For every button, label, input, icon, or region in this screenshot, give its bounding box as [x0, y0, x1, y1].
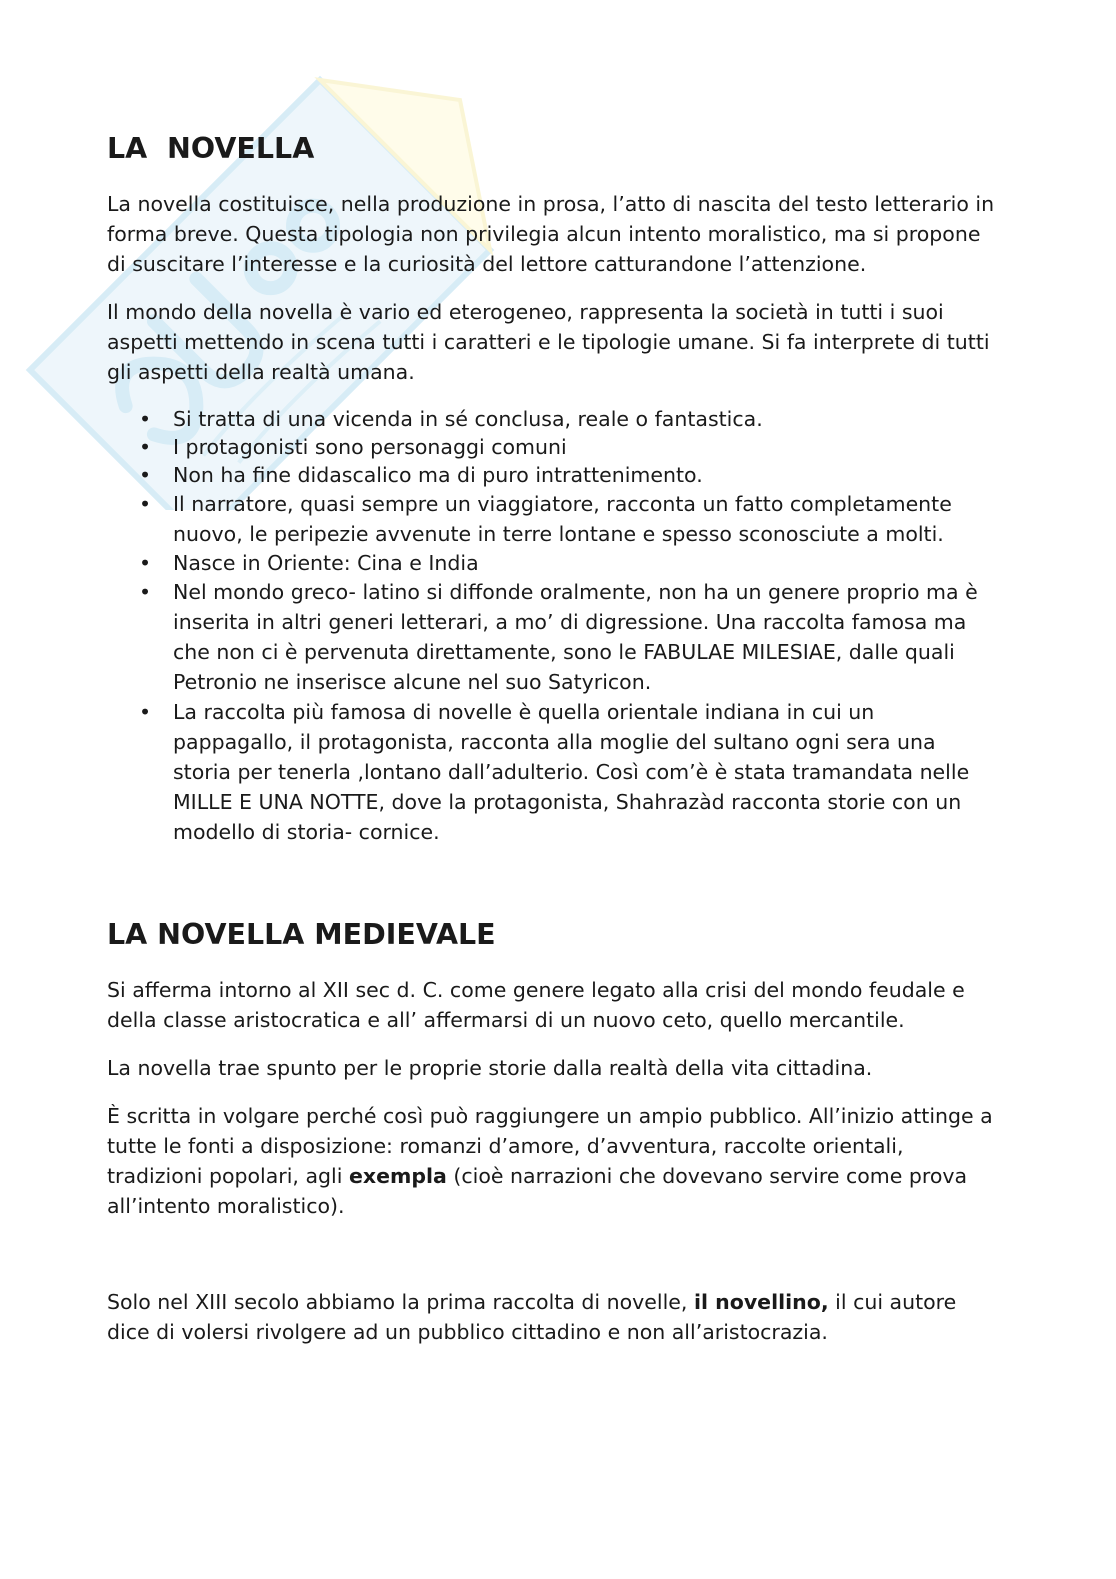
list-item: • I protagonisti sono personaggi comuni: [139, 435, 567, 459]
bullet-icon: •: [139, 580, 152, 604]
novellino-term: il novellino,: [693, 1290, 829, 1314]
bullet-icon: •: [139, 551, 152, 575]
medieval-paragraph-4: Solo nel XIII secolo abbiamo la prima raccolta di novelle, il novellino, il cui autore dice di volersi rivolgere ad un pubblico cittadino e non all’aristocrazia.: [107, 1290, 957, 1344]
section-title-la-novella: LA NOVELLA: [107, 132, 315, 165]
list-item: • La raccolta più famosa di novelle è quella orientale indiana in cui un pappagallo, il protagonista, racconta alla moglie del sultano ogni sera una storia per tenerla ,lontano dall’adulterio. Così com’è è stata tramandata nelle MILLE E UNA NOTTE, dove la protagonista, Shahrazàd racconta storie con un modello di storia- cornice.: [107, 697, 997, 847]
list-item: • Nel mondo greco- latino si diffonde oralmente, non ha un genere proprio ma è inserita in altri generi letterari, a mo’ di digressione. Una raccolta famosa ma che non ci è pervenuta direttamente, sono le FABULAE MILESIAE, dalle quali Petronio ne inserisce alcune nel suo Satyricon.: [107, 577, 997, 697]
list-item: • Si tratta di una vicenda in sé conclusa, reale o fantastica.: [139, 407, 763, 431]
medieval-paragraph-1: Si afferma intorno al XII sec d. C. come genere legato alla crisi del mondo feudale e della classe aristocratica e all’ affermarsi di un nuovo ceto, quello mercantile.: [107, 978, 965, 1032]
list-item: • Il narratore, quasi sempre un viaggiatore, racconta un fatto completamente nuovo, le peripezie avvenute in terre lontane e spesso sconosciute a molti.: [107, 489, 997, 549]
exempla-term: exempla: [348, 1164, 447, 1188]
section-title-novella-medievale: LA NOVELLA MEDIEVALE: [107, 918, 496, 951]
bullet-icon: •: [139, 700, 152, 724]
bullet-icon: •: [139, 435, 152, 459]
medieval-paragraph-2: La novella trae spunto per le proprie storie dalla realtà della vita cittadina.: [107, 1056, 873, 1080]
world-paragraph: Il mondo della novella è vario ed eterogeneo, rappresenta la società in tutti i suoi aspetti mettendo in scena tutti i caratteri e le tipologie umane. Si fa interprete di tutti gli aspetti della realtà umana.: [107, 300, 990, 384]
bullet-icon: •: [139, 407, 152, 431]
document-page: [107, 125, 997, 1347]
bullet-icon: •: [139, 463, 152, 487]
features-list: [107, 405, 997, 847]
medieval-paragraph-3: È scritta in volgare perché così può raggiungere un ampio pubblico. All’inizio attinge a tutte le fonti a disposizione: romanzi d’amore, d’avventura, raccolte orientali, tradizioni popolari, agli exempla (cioè narrazioni che dovevano servire come prova all’intento moralistico).: [107, 1104, 993, 1218]
list-item: • Non ha fine didascalico ma di puro intrattenimento.: [139, 463, 703, 487]
intro-paragraph: La novella costituisce, nella produzione in prosa, l’atto di nascita del testo letterario in forma breve. Questa tipologia non privilegia alcun intento moralistico, ma si propone di suscitare l’interesse e la curiosità del lettore catturandone l’attenzione.: [107, 192, 995, 276]
bullet-icon: •: [139, 492, 152, 516]
list-item: • Nasce in Oriente: Cina e India: [139, 551, 479, 575]
